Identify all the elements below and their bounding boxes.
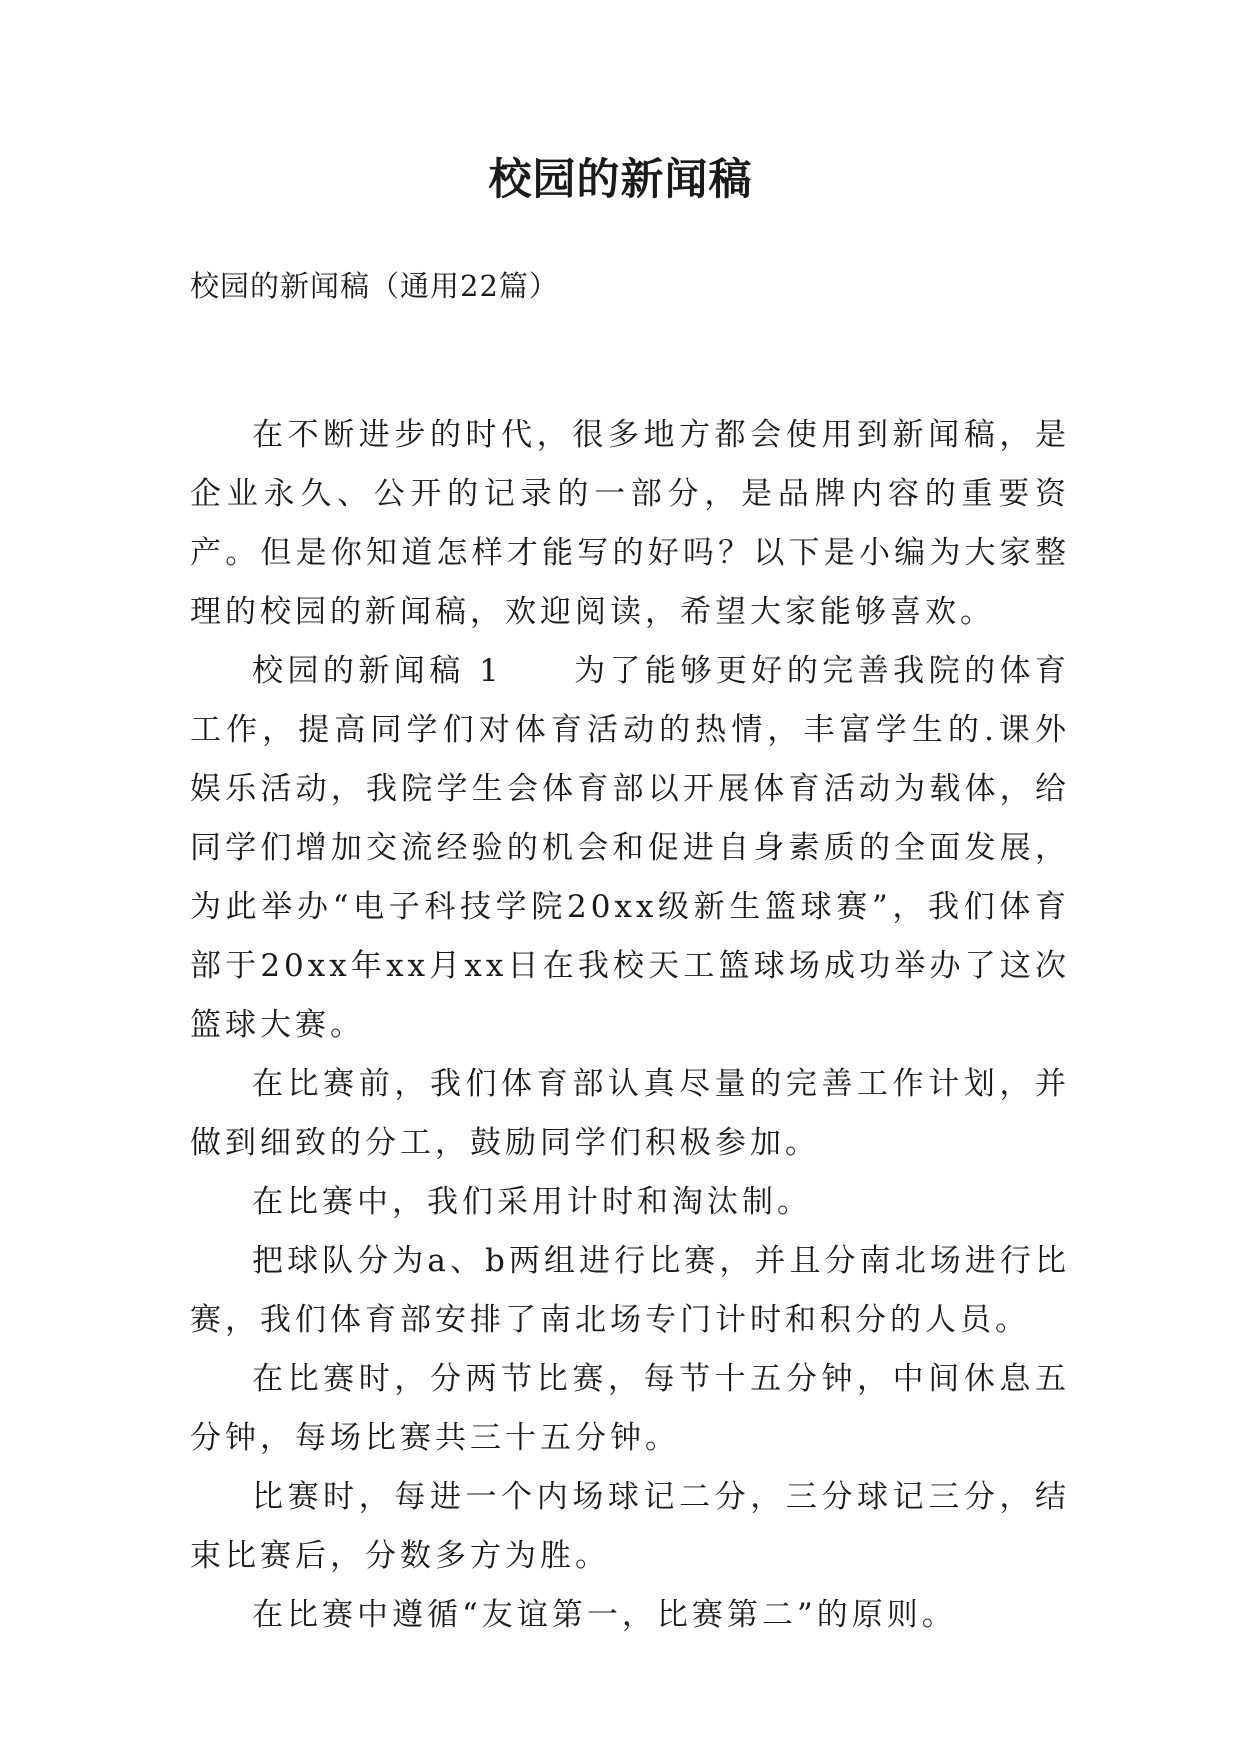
paragraph-groups: 把球队分为a、b两组进行比赛，并且分南北场进行比赛，我们体育部安排了南北场专门计时和积分的人员。: [190, 1243, 1070, 1338]
paragraph-before-match: 在比赛前，我们体育部认真尽量的完善工作计划，并做到细致的分工，鼓励同学们积极参加。: [190, 1066, 1070, 1161]
paragraph-timing: 在比赛时，分两节比赛，每节十五分钟，中间休息五分钟，每场比赛共三十五分钟。: [190, 1361, 1070, 1456]
document-subtitle: 校园的新闻稿（通用22篇）: [190, 269, 559, 303]
paragraph-article-1: 校园的新闻稿 1 为了能够更好的完善我院的体育工作，提高同学们对体育活动的热情，丰富学生的.课外娱乐活动，我院学生会体育部以开展体育活动为载体，给同学们增加交流经验的机会和促进自身素质的全面发展，为此举办“电子科技学院20xx级新生篮球赛”，我们体育部于20xx年xx月xx日在我校天工篮球场成功举办了这次篮球大赛。: [190, 653, 1070, 1043]
document-title: 校园的新闻稿: [488, 155, 753, 205]
paragraph-scoring: 比赛时，每进一个内场球记二分，三分球记三分，结束比赛后，分数多方为胜。: [190, 1479, 1070, 1574]
paragraph-intro: 在不断进步的时代，很多地方都会使用到新闻稿，是企业永久、公开的记录的一部分，是品牌内容的重要资产。但是你知道怎样才能写的好吗？以下是小编为大家整理的校园的新闻稿，欢迎阅读，希望大家能够喜欢。: [190, 417, 1070, 630]
document-body: [190, 406, 1070, 1645]
paragraph-format: 在比赛中，我们采用计时和淘汰制。: [252, 1184, 812, 1220]
paragraph-principle: 在比赛中遵循“友谊第一，比赛第二”的原则。: [252, 1597, 957, 1633]
